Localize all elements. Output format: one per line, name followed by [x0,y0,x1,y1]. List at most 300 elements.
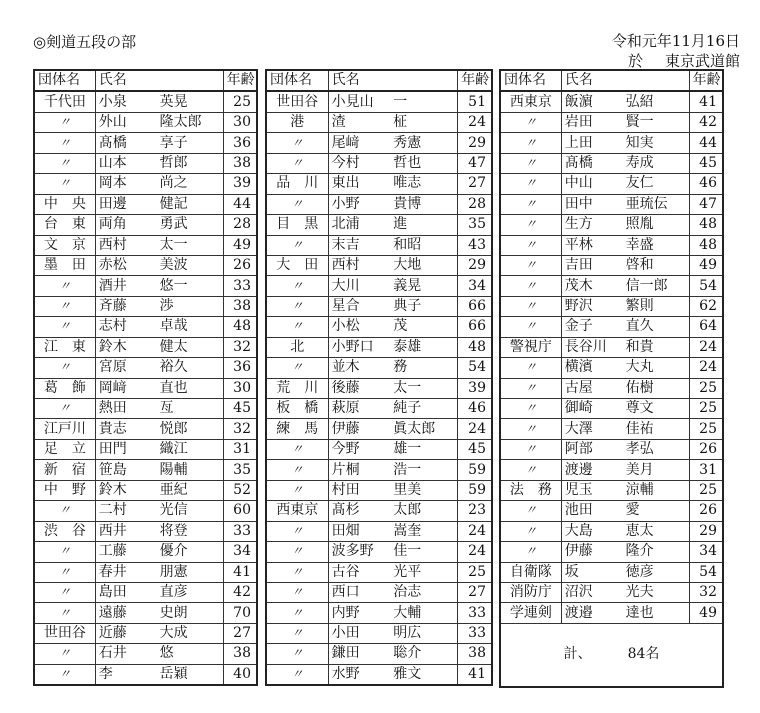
age-cell: 48 [458,337,492,357]
given-name-cell: 隆介 [623,542,690,562]
table-row [34,521,257,541]
family-name-cell: 春井 [95,562,156,582]
given-name-cell: 美月 [623,460,690,480]
family-name-cell: 村田 [328,480,390,500]
table-row [500,296,723,316]
org-cell: 〃 [266,133,328,153]
total-label: 計、 [563,646,592,663]
given-name-cell: 務 [390,358,457,378]
org-cell: 〃 [34,133,95,153]
header-org: 団体名 [34,70,95,91]
org-cell: 渋 谷 [34,521,95,541]
age-cell: 70 [223,603,257,623]
family-name-cell: 上田 [561,133,622,153]
org-cell: 〃 [500,521,561,541]
roster-table-1 [33,69,258,686]
table-row [34,337,257,357]
given-name-cell: 涼輔 [623,480,690,500]
age-cell: 24 [689,337,723,357]
org-cell: 〃 [500,542,561,562]
family-name-cell: 今村 [328,153,390,173]
family-name-cell: 長谷川 [561,337,622,357]
age-cell: 25 [689,399,723,419]
family-name-cell: 石井 [95,644,156,664]
table-row [34,235,257,255]
org-cell: 〃 [266,235,328,255]
family-name-cell: 東出 [328,174,390,194]
table-row [500,542,723,562]
family-name-cell: 野沢 [561,296,622,316]
given-name-cell: 直久 [623,317,690,337]
family-name-cell: 二村 [95,501,156,521]
family-name-cell: 伊藤 [328,419,390,439]
org-cell: 〃 [266,194,328,214]
org-cell: 〃 [266,358,328,378]
org-cell: 〃 [266,562,328,582]
family-name-cell: 生方 [561,215,622,235]
header-name: 氏名 [328,70,458,91]
given-name-cell: 大成 [157,623,224,643]
given-name-cell: 悦郎 [157,419,224,439]
family-name-cell: 北浦 [328,215,390,235]
org-cell: 台 東 [34,215,95,235]
family-name-cell: 小野口 [328,337,390,357]
org-cell: 〃 [34,562,95,582]
table-row [34,133,257,153]
org-cell: 世田谷 [34,623,95,643]
family-name-cell: 岩田 [561,112,622,132]
table-row [500,399,723,419]
age-cell: 52 [223,480,257,500]
age-cell: 38 [458,644,492,664]
family-name-cell: 平林 [561,235,622,255]
family-name-cell: 西村 [95,235,156,255]
given-name-cell: 悠一 [157,276,224,296]
family-name-cell: 山本 [95,153,156,173]
age-cell: 35 [458,215,492,235]
given-name-cell: 茂 [390,317,457,337]
table-row [266,623,492,643]
table-row [266,603,492,623]
family-name-cell: 並木 [328,358,390,378]
family-name-cell: 小田 [328,623,390,643]
family-name-cell: 近藤 [95,623,156,643]
age-cell: 23 [458,501,492,521]
family-name-cell: 渡邊 [561,460,622,480]
table-row [34,215,257,235]
age-cell: 30 [223,112,257,132]
header-name: 氏名 [95,70,223,91]
table-row [500,582,723,602]
given-name-cell: 啓和 [623,255,690,275]
given-name-cell: 典子 [390,296,457,316]
table-row [500,174,723,194]
family-name-cell: 末吉 [328,235,390,255]
table-row [34,399,257,419]
table-row [266,501,492,521]
table-row [266,378,492,398]
family-name-cell: 髙杉 [328,501,390,521]
org-cell: 荒 川 [266,378,328,398]
org-cell: 足 立 [34,439,95,459]
given-name-cell: 陽輔 [157,460,224,480]
family-name-cell: 阿部 [561,439,622,459]
given-name-cell: 賢一 [623,112,690,132]
given-name-cell: 光信 [157,501,224,521]
age-cell: 45 [458,439,492,459]
given-name-cell: 徳彦 [623,562,690,582]
table-row [266,235,492,255]
family-name-cell: 岡本 [95,174,156,194]
org-cell: 北 [266,337,328,357]
org-cell: 〃 [500,235,561,255]
family-name-cell: 両角 [95,215,156,235]
org-cell: 大 田 [266,255,328,275]
org-cell: 墨 田 [34,255,95,275]
family-name-cell: 飯濵 [561,91,622,112]
roster-table-2 [265,69,493,686]
age-cell: 31 [223,439,257,459]
table-row [500,317,723,337]
age-cell: 49 [689,603,723,623]
given-name-cell: 明広 [390,623,457,643]
given-name-cell: 直也 [157,378,224,398]
given-name-cell: 哲也 [390,153,457,173]
table-row [34,460,257,480]
family-name-cell: 内野 [328,603,390,623]
table-row [266,582,492,602]
given-name-cell: 愛 [623,501,690,521]
age-cell: 41 [223,562,257,582]
age-cell: 46 [689,174,723,194]
table-row [34,480,257,500]
age-cell: 24 [458,521,492,541]
org-cell: 〃 [500,399,561,419]
age-cell: 41 [689,91,723,112]
given-name-cell: 一 [390,91,457,112]
family-name-cell: 茂木 [561,276,622,296]
age-cell: 40 [223,664,257,685]
age-cell: 34 [689,542,723,562]
org-cell: 〃 [500,276,561,296]
given-name-cell: 佳祐 [623,419,690,439]
family-name-cell: 西井 [95,521,156,541]
venue-name: 東京武道館 [664,52,740,70]
age-cell: 24 [689,358,723,378]
event-venue [628,50,740,71]
table-row [500,603,723,623]
org-cell: 〃 [34,501,95,521]
table-row [34,358,257,378]
org-cell: 〃 [266,582,328,602]
table-row [266,153,492,173]
table-row [500,562,723,582]
org-cell: 〃 [500,439,561,459]
org-cell: 〃 [500,460,561,480]
table-row [266,112,492,132]
given-name-cell: 里美 [390,480,457,500]
given-name-cell: 健記 [157,194,224,214]
given-name-cell: 優介 [157,542,224,562]
given-name-cell: 太一 [390,378,457,398]
given-name-cell: 聡介 [390,644,457,664]
age-cell: 43 [458,235,492,255]
family-name-cell: 田邊 [95,194,156,214]
age-cell: 27 [458,174,492,194]
table-row [266,644,492,664]
table-row [34,439,257,459]
family-name-cell: 宮原 [95,358,156,378]
given-name-cell: 大丸 [623,358,690,378]
org-cell: 〃 [266,317,328,337]
org-cell: 〃 [34,664,95,685]
table-row [266,317,492,337]
org-cell: 品 川 [266,174,328,194]
org-cell: 西東京 [266,501,328,521]
table-row [34,562,257,582]
table-row [34,317,257,337]
table-row [266,664,492,685]
age-cell: 34 [458,276,492,296]
age-cell: 46 [458,399,492,419]
given-name-cell: 弘紹 [623,91,690,112]
age-cell: 32 [689,582,723,602]
age-cell: 60 [223,501,257,521]
given-name-cell: 直彦 [157,582,224,602]
age-cell: 25 [689,419,723,439]
table-row [266,91,492,112]
org-cell: 〃 [500,419,561,439]
family-name-cell: 御崎 [561,399,622,419]
table-row [266,337,492,357]
org-cell: 〃 [266,276,328,296]
family-name-cell: 工藤 [95,542,156,562]
family-name-cell: 笹島 [95,460,156,480]
age-cell: 29 [458,133,492,153]
given-name-cell: 英晃 [157,91,224,112]
org-cell: 〃 [266,644,328,664]
table-row [266,542,492,562]
given-name-cell: 史朗 [157,603,224,623]
given-name-cell: 進 [390,215,457,235]
given-name-cell: 尊文 [623,399,690,419]
given-name-cell: 卓哉 [157,317,224,337]
given-name-cell: 治志 [390,582,457,602]
family-name-cell: 児玉 [561,480,622,500]
org-cell: 中 央 [34,194,95,214]
given-name-cell: 知実 [623,133,690,153]
age-cell: 62 [689,296,723,316]
table-row [34,255,257,275]
given-name-cell: 佳一 [390,542,457,562]
age-cell: 66 [458,296,492,316]
header-age: 年齢 [689,70,723,91]
org-cell: 〃 [266,603,328,623]
org-cell: 江 東 [34,337,95,357]
age-cell: 51 [458,91,492,112]
age-cell: 26 [223,255,257,275]
family-name-cell: 斉藤 [95,296,156,316]
org-cell: 新 宿 [34,460,95,480]
age-cell: 26 [689,439,723,459]
age-cell: 59 [458,460,492,480]
family-name-cell: 熱田 [95,399,156,419]
table-row [34,174,257,194]
family-name-cell: 古谷 [328,562,390,582]
table-row [500,419,723,439]
family-name-cell: 西口 [328,582,390,602]
header-org: 団体名 [266,70,328,91]
table-row [266,439,492,459]
age-cell: 38 [223,644,257,664]
org-cell: 目 黒 [266,215,328,235]
family-name-cell: 古屋 [561,378,622,398]
table-row [34,91,257,112]
table-row [34,582,257,602]
family-name-cell: 小野 [328,194,390,214]
header-age: 年齢 [458,70,492,91]
total-row [500,623,723,687]
age-cell: 59 [458,480,492,500]
age-cell: 54 [458,358,492,378]
family-name-cell: 髙橋 [95,133,156,153]
given-name-cell: 悠 [157,644,224,664]
org-cell: 〃 [500,215,561,235]
table-row [266,480,492,500]
table-row [34,644,257,664]
table-row [266,174,492,194]
family-name-cell: 大島 [561,521,622,541]
given-name-cell: 信一郎 [623,276,690,296]
age-cell: 44 [223,194,257,214]
table-row [500,378,723,398]
family-name-cell: 大澤 [561,419,622,439]
org-cell: 〃 [34,112,95,132]
table-row [34,542,257,562]
age-cell: 44 [689,133,723,153]
family-name-cell: 髙橋 [561,153,622,173]
family-name-cell: 池田 [561,501,622,521]
table-row [34,664,257,685]
family-name-cell: 萩原 [328,399,390,419]
table-header [34,70,257,91]
family-name-cell: 酒井 [95,276,156,296]
age-cell: 27 [458,582,492,602]
org-cell: 〃 [500,174,561,194]
page-title: ◎剣道五段の部 [33,33,137,51]
org-cell: 〃 [34,276,95,296]
family-name-cell: 田畑 [328,521,390,541]
given-name-cell: 大地 [390,255,457,275]
org-cell: 文 京 [34,235,95,255]
age-cell: 24 [458,419,492,439]
org-cell: 〃 [34,644,95,664]
age-cell: 25 [223,91,257,112]
age-cell: 35 [223,460,257,480]
table-row [34,276,257,296]
table-row [500,358,723,378]
given-name-cell: 和貴 [623,337,690,357]
age-cell: 36 [223,133,257,153]
given-name-cell: 幸盛 [623,235,690,255]
age-cell: 49 [223,235,257,255]
org-cell: 〃 [266,664,328,685]
given-name-cell: 佑樹 [623,378,690,398]
family-name-cell: 吉田 [561,255,622,275]
given-name-cell: 大輔 [390,603,457,623]
given-name-cell: 将登 [157,521,224,541]
given-name-cell: 隆太郎 [157,112,224,132]
family-name-cell: 志村 [95,317,156,337]
family-name-cell: 李 [95,664,156,685]
org-cell: 〃 [34,174,95,194]
table-row [266,460,492,480]
table-row [500,439,723,459]
given-name-cell: 裕久 [157,358,224,378]
family-name-cell: 後藤 [328,378,390,398]
org-cell: 〃 [34,582,95,602]
age-cell: 31 [689,460,723,480]
roster-table-3 [499,69,724,688]
table-row [500,480,723,500]
family-name-cell: 岡﨑 [95,378,156,398]
event-date: 令和元年11月16日 [611,32,740,50]
given-name-cell: 恵太 [623,521,690,541]
given-name-cell: 尚之 [157,174,224,194]
table-row [500,501,723,521]
given-name-cell: 亙 [157,399,224,419]
given-name-cell: 岳穎 [157,664,224,685]
table-row [34,153,257,173]
table-row [266,358,492,378]
org-cell: 〃 [266,623,328,643]
age-cell: 41 [458,664,492,685]
age-cell: 49 [689,255,723,275]
family-name-cell: 坂 [561,562,622,582]
given-name-cell: 嵩奎 [390,521,457,541]
given-name-cell: 唯志 [390,174,457,194]
given-name-cell: 秀憲 [390,133,457,153]
org-cell: 〃 [34,603,95,623]
family-name-cell: 西村 [328,255,390,275]
org-cell: 〃 [266,521,328,541]
org-cell: 〃 [34,358,95,378]
org-cell: 港 [266,112,328,132]
total-value: 84名 [627,646,660,663]
given-name-cell: 達也 [623,603,690,623]
family-name-cell: 星合 [328,296,390,316]
org-cell: 江戸川 [34,419,95,439]
age-cell: 48 [689,215,723,235]
family-name-cell: 小泉 [95,91,156,112]
table-row [266,296,492,316]
family-name-cell: 小見山 [328,91,390,112]
org-cell: 〃 [500,501,561,521]
age-cell: 32 [223,419,257,439]
age-cell: 33 [223,521,257,541]
given-name-cell: 健太 [157,337,224,357]
table-row [34,501,257,521]
table-row [266,255,492,275]
family-name-cell: 渣 [328,112,390,132]
org-cell: 学連剣 [500,603,561,623]
given-name-cell: 照胤 [623,215,690,235]
age-cell: 45 [689,153,723,173]
org-cell: 〃 [266,460,328,480]
table-row [500,521,723,541]
age-cell: 45 [223,399,257,419]
table-row [34,603,257,623]
